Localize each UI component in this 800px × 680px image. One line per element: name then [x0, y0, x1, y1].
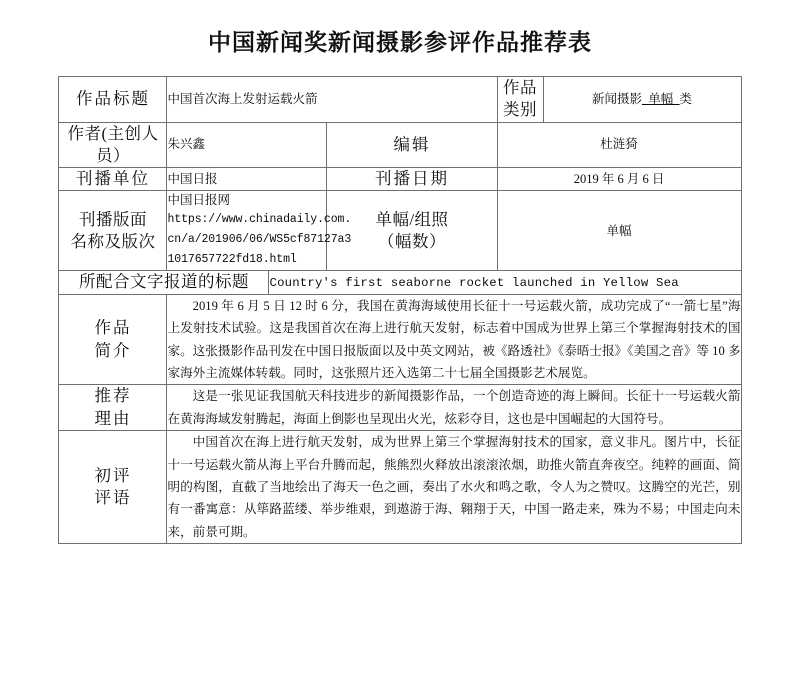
publisher-label: 刊播单位: [59, 168, 167, 191]
url-line-1: https://www.chinadaily.com.: [167, 213, 352, 227]
table-row-accompanying-title: [59, 271, 741, 294]
recommendation-text: 这是一张见证我国航天科技进步的新闻摄影作品，一个创造奇迹的海上瞬间。长征十一号运载火箭在黄海海域发射腾起，海面上倒影也呈现出火光，炫彩夺目，这也是中国崛起的大国符号。: [167, 385, 741, 431]
table-row-recommendation: [59, 385, 741, 431]
editor-value: 杜涟猗: [497, 122, 741, 168]
category-suffix: 类: [679, 91, 693, 106]
initial-review-label-line1: 初评: [94, 465, 132, 485]
accompanying-title-value: Country's first seaborne rocket launched in Yellow Sea: [269, 271, 741, 294]
photo-count-label-line2: （幅数）: [378, 231, 446, 251]
page-title: 中国新闻奖新闻摄影参评作品推荐表: [208, 30, 592, 55]
work-title-label: 作品标题: [59, 77, 167, 123]
recommendation-form-table: [58, 76, 741, 544]
table-row-edition: [59, 191, 741, 271]
edition-label: [59, 191, 167, 271]
category-label-line1: 作品: [503, 78, 538, 97]
publish-date-label: 刊播日期: [327, 168, 497, 191]
summary-text: 2019 年 6 月 5 日 12 时 6 分，我国在黄海海域使用长征十一号运载火箭，成功完成了“一箭七星”海上发射技术试验。这是我国首次在海上进行航天发射，标志着中国成为世界上第三个掌握海射技术的国家。这张摄影作品刊发在中国日报版面以及中英文网站，被《路透社》《泰晤士报》《美国之音》等 10 多家海外主流媒体转载。同时，这张照片还入选第二十七届全国摄影艺术展览。: [167, 294, 741, 385]
work-title-value: 中国首次海上发射运载火箭: [167, 77, 497, 123]
initial-review-text: 中国首次在海上进行航天发射，成为世界上第三个掌握海射技术的国家，意义非凡。图片中，长征十一号运载火箭从海上平台升腾而起，熊熊烈火释放出滚滚浓烟，助推火箭直奔夜空。纯粹的画面、简明的构图，直截了当地绘出了海天一色之画，奏出了水火和鸣之歌，令人为之赞叹。这腾空的光芒，别有一番寓意：从筚路蓝缕、举步维艰，到遨游于海、翱翔于天，中国一路走来，殊为不易；中国走向未来，前景可期。: [167, 431, 741, 544]
publish-date-value: 2019 年 6 月 6 日: [497, 168, 741, 191]
author-label-line1: 作者(主创人: [67, 123, 159, 143]
summary-label-line2: 简介: [94, 340, 132, 360]
category-label-line2: 类别: [503, 100, 538, 120]
initial-review-label-line2: 评语: [94, 488, 132, 508]
site-name: 中国日报网: [167, 193, 230, 208]
photo-count-label: [327, 191, 497, 271]
publisher-value: 中国日报: [167, 168, 327, 191]
author-value: 朱兴鑫: [167, 122, 327, 168]
table-row-work-title: [59, 77, 741, 123]
accompanying-title-label: 所配合文字报道的标题: [59, 271, 269, 294]
recommendation-label: [59, 385, 167, 431]
author-label-line2: 员）: [95, 145, 130, 165]
category-underlined-part: _单幅_: [642, 91, 680, 106]
category-label: [497, 77, 543, 123]
url-line-3: 1017657722fd18.html: [167, 253, 297, 267]
summary-label-line1: 作品: [94, 318, 132, 338]
recommendation-label-line2: 理由: [94, 408, 132, 428]
edition-value: [167, 191, 352, 271]
table-row-author: [59, 122, 741, 168]
edition-label-line1: 刊播版面: [78, 209, 147, 229]
recommendation-label-line1: 推荐: [94, 386, 132, 406]
edition-label-line2: 名称及版次: [70, 231, 156, 251]
table-row-summary: [59, 294, 741, 385]
url-line-2: cn/a/201906/06/WS5cf87127a3: [167, 233, 352, 247]
photo-count-value: 单幅: [497, 191, 741, 271]
author-label: [59, 122, 167, 168]
summary-label: [59, 294, 167, 385]
photo-count-label-line1: 单幅/组照: [375, 209, 449, 229]
initial-review-label: [59, 431, 167, 544]
table-row-initial-review: [59, 431, 741, 544]
editor-label: 编辑: [327, 122, 497, 168]
category-value: [543, 77, 741, 123]
category-prefix: 新闻摄影: [591, 91, 642, 106]
table-row-publisher: [59, 168, 741, 191]
